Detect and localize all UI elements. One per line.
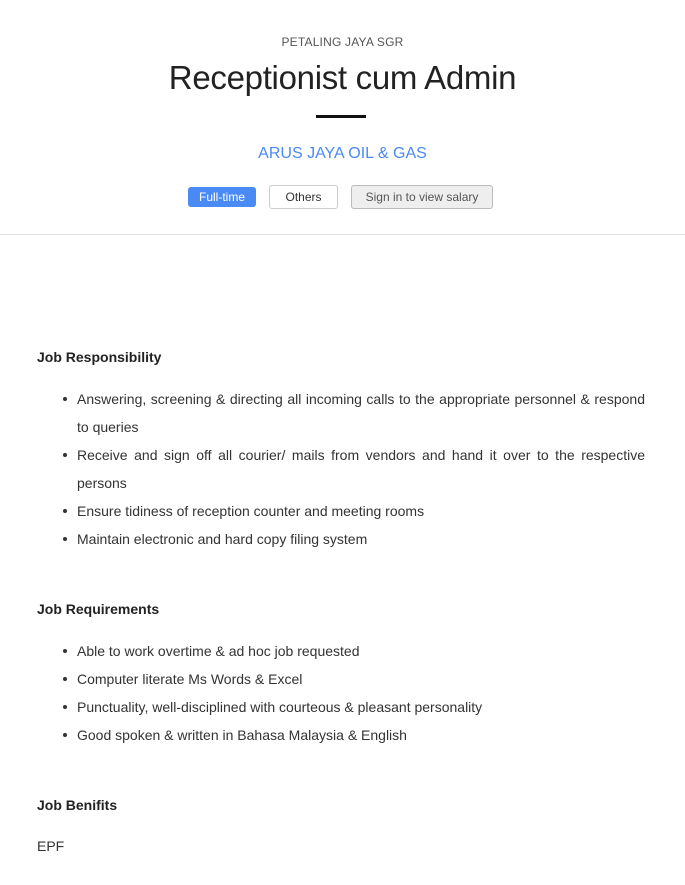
list-item: Computer literate Ms Words & Excel — [77, 665, 645, 693]
list-item: Receive and sign off all courier/ mails from vendors and hand it over to the respective persons — [77, 441, 645, 497]
responsibility-heading: Job Responsibility — [37, 349, 162, 365]
job-header — [0, 0, 685, 235]
company-link[interactable]: ARUS JAYA OIL & GAS — [258, 145, 427, 162]
employment-type-badge: Full-time — [188, 187, 256, 207]
list-item: Answering, screening & directing all incoming calls to the appropriate personnel & respond to queries — [77, 385, 645, 441]
job-title: Receptionist cum Admin — [168, 59, 517, 96]
list-item: Ensure tidiness of reception counter and meeting rooms — [77, 497, 645, 525]
list-item: Punctuality, well-disciplined with courteous & pleasant personality — [77, 693, 645, 721]
job-tags — [0, 185, 685, 209]
list-item: Good spoken & written in Bahasa Malaysia & English — [77, 721, 645, 749]
requirements-heading: Job Requirements — [37, 601, 160, 617]
benefits-heading: Job Benifits — [37, 797, 118, 813]
responsibility-list — [77, 385, 645, 553]
title-divider — [316, 115, 366, 118]
requirements-list — [77, 637, 645, 749]
list-item: Maintain electronic and hard copy filing system — [77, 525, 645, 553]
benefit-text: EPF — [37, 838, 65, 854]
job-location: PETALING JAYA SGR — [281, 35, 404, 49]
list-item: Able to work overtime & ad hoc job requested — [77, 637, 645, 665]
sign-in-salary-button[interactable]: Sign in to view salary — [351, 185, 493, 209]
category-badge: Others — [269, 185, 338, 209]
